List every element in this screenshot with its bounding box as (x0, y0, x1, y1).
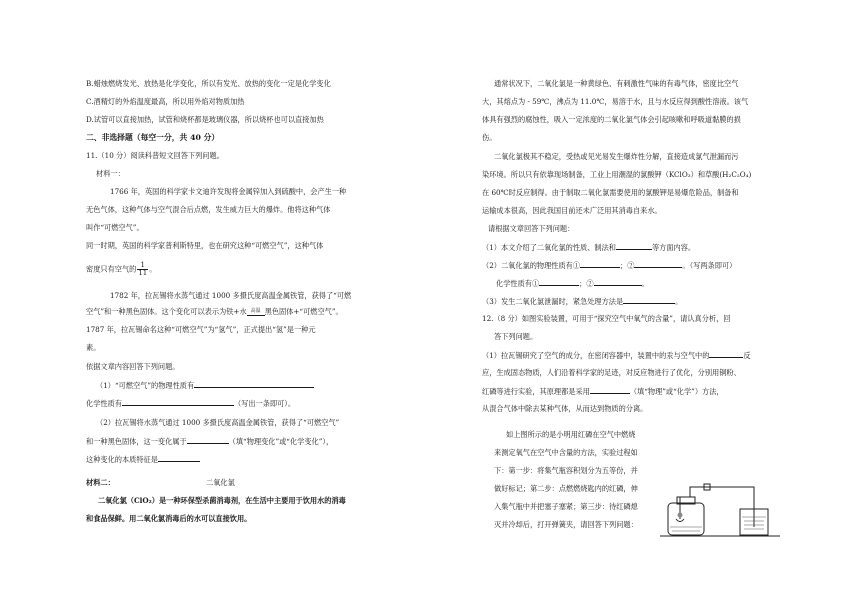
sub-question-text: ；② (620, 261, 635, 270)
fraction-numerator: 1 (137, 262, 148, 270)
sub-question-text: 和一种黑色固体，这一变化属于 (86, 437, 187, 446)
fraction-denominator: 11 (138, 269, 148, 277)
fraction-one-eleventh (137, 262, 148, 277)
sub-question-text: （2）二氧化氯的物理性质有① (482, 261, 581, 270)
answer-blank[interactable] (158, 454, 200, 462)
sub-question-note: 。 (641, 279, 649, 288)
density-text: 密度只有空气的 (86, 264, 137, 274)
sub-question-1 (482, 242, 695, 252)
q12-sub-1-line: 应，生成固态物质，人们沿着科学家的足迹，对反应物进行了优化，分别用铜粉、 (482, 368, 741, 377)
sub-question-text: （1）“可燃空气”的物理性质有 (96, 381, 195, 390)
material-one-line: 素。 (86, 343, 101, 352)
material-one-line: 1782 年，拉瓦锡将水蒸气通过 1000 多摄氏度高温金属铁管，获得了“可燃 (110, 291, 352, 300)
apparatus-diagram (660, 483, 780, 543)
sub-question-text: 反 (743, 351, 751, 360)
sub-question-1-1 (96, 380, 314, 390)
question-12-line: 答下列问题。 (494, 332, 538, 341)
experiment-line: 来测定氧气在空气中含量的方法，实验过程如 (494, 448, 638, 457)
question-11: 11.（10 分）阅读科普短文回答下列问题。 (86, 151, 224, 160)
answer-blank[interactable] (709, 350, 743, 358)
experiment-line: 做好标记；第二步：点燃燃烧匙内的红磷，伸 (494, 484, 638, 493)
combustion-spoon (676, 519, 684, 522)
option-b: B.蜡烛燃烧发光、放热是化学变化，所以有发光、放热的变化一定是化学变化 (86, 79, 331, 88)
material-one-line: 叫作“可燃空气”。 (86, 223, 144, 232)
option-c: C.酒精灯的外焰温度最高，所以用外焰对物质加热 (86, 97, 245, 106)
sub-question-2: （2）拉瓦锡将水蒸气通过 1000 多摄氏度高温金属铁管，获得了“可燃空气” (96, 418, 340, 427)
answer-blank[interactable] (187, 436, 229, 444)
q12-sub-1-line (482, 386, 724, 396)
text-line: 染环境。所以只有依靠现场制备，工业上用潮湿的氯酸钾（KClO₃）和草酸(H₂C₂O₄) (482, 170, 752, 179)
red-phosphorus-flame (678, 513, 683, 518)
text-line: 二氧化氯极其不稳定，受热或见光易发生爆炸性分解，直接造成氯气泄漏而污 (494, 152, 739, 161)
gas-bottle (668, 503, 704, 535)
answer-blank[interactable] (580, 260, 620, 268)
text-line: 通常状况下，二氧化氯是一种黄绿色、有刺激性气味的有毒气体，密度比空气 (494, 79, 739, 88)
material-one-line: 无色气体，这种气体与空气混合后点燃，发生威力巨大的爆炸。他将这种气体 (86, 205, 331, 214)
sub-question-1-2 (86, 398, 295, 408)
answer-blank[interactable] (122, 398, 234, 406)
experiment-line: 灭并冷却后，打开弹簧夹，请回答下列问题： (494, 520, 638, 529)
sub-question-text: （1）拉瓦锡研究了空气的成分，在密闭容器中，装置中的汞与空气中的 (482, 351, 710, 360)
sub-question-2-chem (496, 278, 649, 288)
text-line: 伤。 (482, 133, 497, 142)
answer-blank[interactable] (623, 296, 675, 304)
sub-question-2-line (86, 436, 333, 446)
answer-blank[interactable] (634, 260, 682, 268)
sub-question-2-line (86, 454, 200, 464)
density-end: 。 (149, 264, 157, 274)
text-line: 运输成本很高，因此我国目前还未广泛用其消毒自来水。 (482, 206, 662, 215)
answer-blank[interactable] (194, 380, 314, 388)
sub-question-text: 红磷等进行实验，其原理都是采用 (482, 387, 590, 396)
option-d: D.试管可以直接加热，试管和烧杯都是玻璃仪器，所以烧杯也可以直接加热 (86, 115, 324, 124)
question-12: 12.（8 分）如图实验装置，可用于“探究空气中氧气的含量”，请认真分析，回 (482, 314, 731, 323)
sub-question-3 (482, 296, 682, 306)
reaction-text-end: 黑色固体+“可燃空气”。 (264, 307, 343, 316)
reaction-text-start: 空气”和一种黑色固体。这个变化可以表示为铁+水 (86, 307, 247, 316)
sub-question-text: （1）本文介绍了二氧化氯的性质、制法和 (482, 243, 616, 252)
sub-question-note: （填“物理”或“化学”）方法， (629, 387, 724, 396)
sub-question-2 (482, 260, 736, 270)
q12-sub-1-line: 从混合气体中除去某种气体，从而达到物质的分离。 (482, 404, 648, 413)
answer-prompt: 依据文章内容回答下列问题。 (86, 362, 180, 371)
answer-blank[interactable] (590, 386, 630, 394)
answer-blank[interactable] (539, 278, 579, 286)
sub-question-note: 。（写两条即可） (682, 261, 737, 270)
text-line: 大，其熔点为 - 59℃，沸点为 11.0℃，易溶于水，且与水反应得到酸性溶液。该气 (482, 97, 749, 106)
material-one-line: 1766 年，英国的科学家卡文迪许发现将金属锌加入到硫酸中，会产生一种 (110, 187, 347, 196)
arrow-line (247, 315, 265, 316)
material-one-label: 材料一： (96, 169, 125, 178)
text-line: 体具有强烈的腐蚀性，吸入一定浓度的二氧化氯气体会引起咳嗽和呼吸道黏膜的损 (482, 115, 741, 124)
material-one-line: 同一时期，英国的科学家普利斯特里，也在研究这种“可燃空气”，这种气体 (86, 241, 324, 250)
reaction-arrow (247, 309, 265, 316)
sub-question-text: 化学性质有① (496, 279, 540, 288)
reaction-condition: 高温 (250, 307, 261, 314)
answer-blank[interactable] (616, 242, 652, 250)
answer-blank[interactable] (594, 278, 642, 286)
section-two-heading: 二、非选择题（每空一分，共 40 分） (86, 133, 220, 142)
sub-question-note: 等方面内容。 (651, 243, 696, 252)
q12-sub-1 (482, 350, 751, 360)
material-two-title: 二氧化氯 (206, 478, 235, 487)
sub-question-text: ；② (579, 279, 594, 288)
material-two-line: 和食品保鲜。用二氧化氯消毒后的水可以直接饮用。 (86, 514, 252, 523)
sub-question-text: （3）发生二氧化氯泄漏时，紧急处理方法是 (482, 297, 624, 306)
material-two-line: 二氧化氯（ClO₂）是一种环保型杀菌消毒剂，在生活中主要用于饮用水的消毒 (98, 496, 346, 505)
sub-question-note: 。 (675, 297, 683, 306)
sub-question-note: （写出一条即可）。 (233, 399, 296, 408)
experiment-line: 入集气瓶中并把塞子塞紧；第三步：待红磷熄 (494, 502, 638, 511)
material-one-line: 1787 年，拉瓦锡命名这种“可燃空气”为“氢气”，正式提出“氢”是一种元 (86, 325, 316, 334)
text-line: 在 60℃时反应制得。由于制取二氧化氯需要使用的氯酸钾是易爆危险品，制备和 (482, 188, 739, 197)
sub-question-note: （填“物理变化”或“化学变化”）， (228, 437, 334, 446)
material-one-line (86, 262, 156, 277)
experiment-line: 如上图所示的是小明用红磷在空气中燃烧 (506, 430, 636, 439)
material-one-line (86, 307, 343, 316)
sub-question-text: 化学性质有 (86, 399, 122, 408)
material-two-label: 材料二： (86, 478, 115, 487)
sub-question-text: 这种变化的本质特征是 (86, 455, 158, 464)
question-prompt: 请根据文章回答下列问题： (488, 224, 575, 233)
experiment-line: 下：第一步：将集气瓶容积划分为五等份，并 (494, 466, 638, 475)
